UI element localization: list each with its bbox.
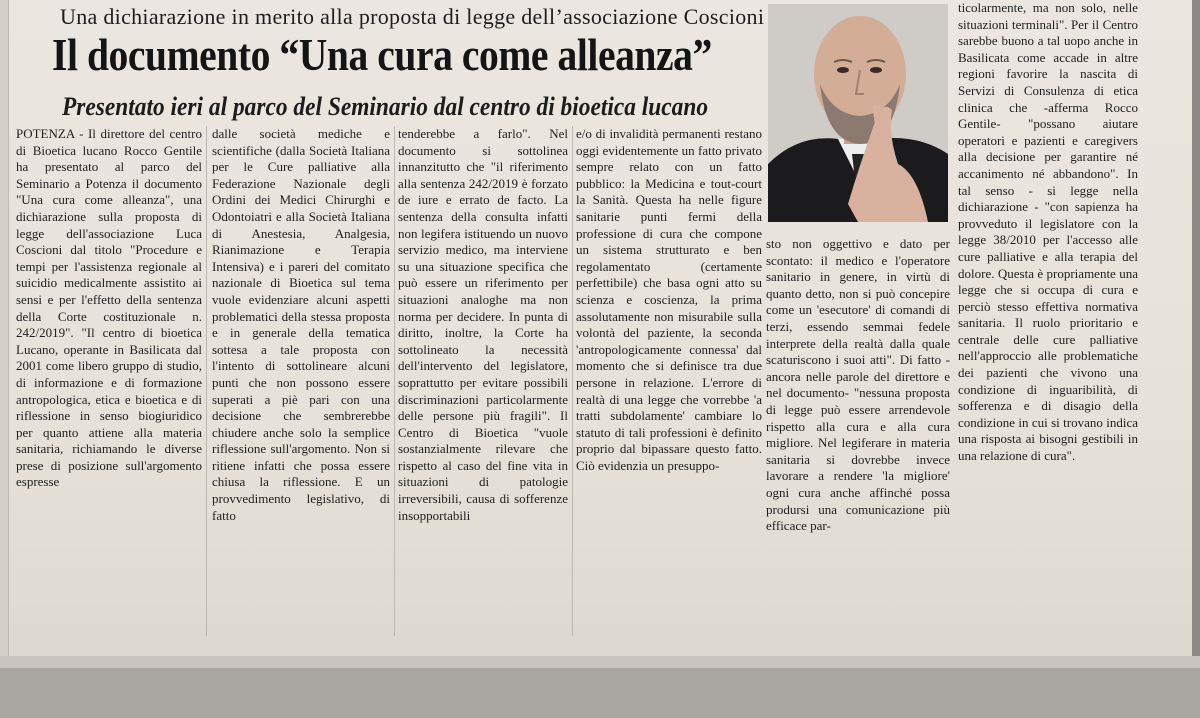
column-text: dalle società mediche e scientifiche (dalla Società Italiana per le Cure palliative alla Federazione Nazionale degli Ordini dei Medici Chirurghi e Odontoiatri e alla Società Italiana di Anestesia, Analgesia, Rianimazione e Terapia Intensiva) e i pareri del comitato nazionale di Bioetica sul tema vuole evidenziare alcuni aspetti problematici della stessa proposta e in generale della tematica sottesa a tale proposta con l'intento di sottolineare alcuni punti che non possono essere superati a piè pari con una decisione che sembrerebbe chiudere anche solo la semplice riflessione sull'argomento. Non si ritiene infatti che possa essere chiusa la riflessione. E un provvedimento legislativo, di fatto	[212, 126, 390, 523]
article-column-5	[766, 236, 950, 636]
article-column-4	[576, 126, 762, 636]
column-text: POTENZA - Il direttore del centro di Bioetica lucano Rocco Gentile ha presentato al parco del Seminario a Potenza il documento "Una cura come alleanza", una dichiarazione sulla proposta di legge dell'associazione Luca Coscioni dal titolo "Procedure e tempi per l'assistenza regionale al suicidio medicalmente assistito ai sensi e per l'effetto della sentenza della Corte costituzionale n. 242/2019". "Il centro di bioetica Lucano, operante in Basilicata dal 2001 come libero gruppo di studio, di informazione e di formazione antropologica, etica e bioetica e di riflessione in senso biogiuridico per quanto attiene alla materia sanitaria, richiamando le diverse prese di posizione sull'argomento espresse	[16, 126, 202, 490]
column-divider	[394, 126, 395, 636]
column-divider	[206, 126, 207, 636]
article-column-2	[212, 126, 390, 636]
column-text: sto non oggettivo e dato per scontato: il medico e l'operatore sanitario in genere, in virtù di quanto detto, non si può concepire come un 'esecutore' di comandi di terzi, essendo semmai fedele interprete della realtà dalla quale scaturiscono i suoi atti". Di fatto - ancora nelle parole del direttore e nel documento- "nessuna proposta di legge può essere arrendevole rispetto alla cura e alla cura migliore. Nel legiferare in materia sanitaria si dovrebbe invece lavorare a rendere 'la migliore' ogni cura anche affinché possa prodursi una comunicazione più efficace par-	[766, 236, 950, 534]
article-subhead: Presentato ieri al parco del Seminario dal centro di bioetica lucano	[62, 92, 709, 121]
article-kicker: Una dichiarazione in merito alla proposta di legge dell’associazione Coscioni	[60, 4, 765, 29]
portrait-photo	[768, 4, 948, 222]
page-edge	[0, 0, 9, 700]
column-text: e/o di invalidità permanenti restano oggi evidentemente un fatto privato sempre relato con un fatto pubblico: la Medicina e tout-court la Sanità. Questa ha nelle figure sanitarie punti fermi della professione di cura che compone un sistema strutturato e ben regolamentato (certamente perfettibile) che basa ogni atto su scienza e coscienza, la prima assolutamente non misurabile sulla volontà del paziente, la seconda 'antropologicamente connessa' dal momento che si definisce tra due persone in relazione. L'errore di realtà di una legge che vorrebbe 'a tratti subdolamente' cambiare lo statuto di tali professioni è definito proprio dal bipassare questo fatto. Ciò evidenzia un presuppo-	[576, 126, 762, 473]
column-divider	[572, 126, 573, 636]
article-column-1	[16, 126, 202, 636]
article-column-6	[958, 0, 1138, 640]
column-text: ticolarmente, ma non solo, nelle situazioni terminali". Per il Centro sarebbe buono a tal uopo anche in Basilicata come accade in altre regioni favorire la nascita di Servizi di Consulenza di etica clinica che -afferma Rocco Gentile- "possano aiutare operatori e pazienti e caregivers alla decisione per garantire né accanimento né abbandono". In tal senso - si legge nella dichiarazione - "con sapienza ha provveduto il legislatore con la legge 38/2010 per l'accesso alle cure palliative e alla terapia del dolore. Questa è propriamente una legge che si occupa di cura e perciò stesso effettiva normativa sanitaria. Il ruolo prioritario e centrale delle cure palliative nell'approccio alle problematiche dei pazienti che vivono una condizione di inguaribilità, di sofferenza e di disagio della condizione in cui si trovano indica una risposta ai bisogni gestibili in una relazione di cura".	[958, 0, 1138, 464]
column-text: tenderebbe a farlo". Nel documento si sottolinea innanzitutto che "il riferimento alla sentenza 242/2019 è forzato de iure e errato de facto. La sentenza della consulta infatti non legifera istituendo un nuovo servizio medico, ma interviene su una situazione specifica che può essere un riferimento per situazioni analoghe ma non norma per decidere. In punta di diritto, inoltre, la Corte ha sottolineato la necessità dell'intervento del legislatore, soprattutto per evitare possibili discriminazioni particolarmente delle persone più fragili". Il Centro di Bioetica "vuole sostanzialmente rilevare che rispetto al caso del fine vita in situazioni di patologie irreversibili, causa di sofferenze insopportabili	[398, 126, 568, 523]
table-surface	[0, 668, 1200, 718]
portrait-icon	[768, 4, 948, 222]
article-column-3	[398, 126, 568, 636]
article-headline: Il documento “Una cura come alleanza”	[52, 29, 712, 80]
